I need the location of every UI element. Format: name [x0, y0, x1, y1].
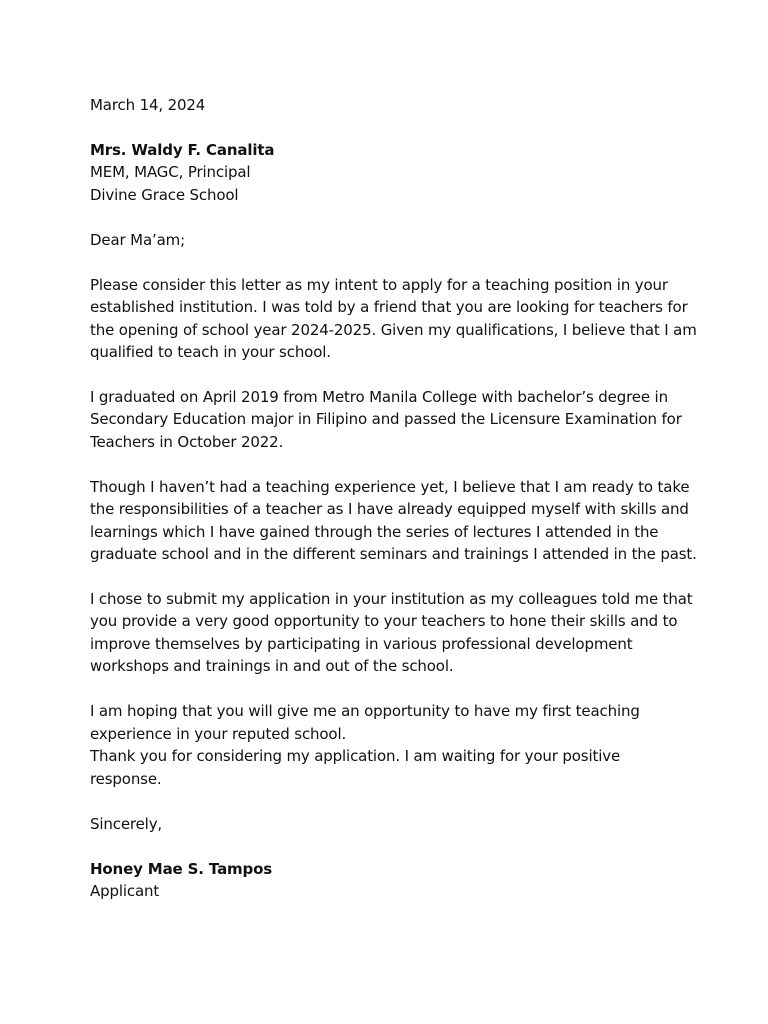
- recipient-title: MEM, MAGC, Principal: [90, 163, 251, 182]
- spacer: [90, 453, 690, 476]
- paragraph-line: workshops and trainings in and out of the school.: [90, 657, 454, 676]
- signature-block: [90, 858, 690, 903]
- spacer: [90, 251, 690, 274]
- paragraph-line: the opening of school year 2024-2025. Given my qualifications, I believe that I am: [90, 320, 697, 339]
- paragraph-line: Teachers in October 2022.: [90, 432, 284, 451]
- paragraph-line: improve themselves by participating in various professional development: [90, 634, 633, 653]
- signature-role: Applicant: [90, 881, 160, 900]
- closing: Sincerely,: [90, 814, 163, 833]
- letter-date: March 14, 2024: [90, 96, 206, 114]
- paragraph-line: Secondary Education major in Filipino and passed the Licensure Examination for: [90, 410, 682, 429]
- spacer: [90, 790, 690, 813]
- paragraph-line: Please consider this letter as my intent to apply for a teaching position in your: [90, 275, 668, 294]
- spacer: [90, 835, 690, 858]
- body-paragraph-1: [90, 274, 697, 364]
- body-paragraph-4: [90, 588, 693, 678]
- paragraph-line: Thank you for considering my application. I am waiting for your positive: [90, 747, 621, 766]
- spacer: [90, 565, 690, 588]
- recipient-school: Divine Grace School: [90, 185, 239, 204]
- paragraph-line: the responsibilities of a teacher as I have already equipped myself with skills and: [90, 500, 689, 519]
- paragraph-line: you provide a very good opportunity to your teachers to hone their skills and to: [90, 612, 678, 631]
- body-paragraph-3: [90, 476, 697, 566]
- spacer: [90, 116, 690, 139]
- paragraph-line: Though I haven’t had a teaching experience yet, I believe that I am ready to take: [90, 477, 690, 496]
- body-paragraph-5: [90, 700, 690, 790]
- salutation: Dear Ma’am;: [90, 230, 186, 249]
- paragraph-line: I chose to submit my application in your institution as my colleagues told me that: [90, 590, 693, 609]
- paragraph-line: I graduated on April 2019 from Metro Manila College with bachelor’s degree in: [90, 388, 668, 407]
- recipient-name: Mrs. Waldy F. Canalita: [90, 141, 275, 159]
- paragraph-line: experience in your reputed school.: [90, 724, 347, 743]
- signature-name: Honey Mae S. Tampos: [90, 859, 273, 878]
- recipient-block: [90, 139, 690, 206]
- spacer: [90, 678, 690, 701]
- paragraph-line: learnings which I have gained through the series of lectures I attended in the: [90, 522, 659, 541]
- spacer: [90, 206, 690, 229]
- paragraph-line: I am hoping that you will give me an opportunity to have my first teaching: [90, 702, 640, 721]
- body-paragraph-2: [90, 386, 690, 453]
- paragraph-line: qualified to teach in your school.: [90, 343, 331, 362]
- application-letter: [90, 94, 697, 902]
- paragraph-line: graduate school and in the different seminars and trainings I attended in the past.: [90, 545, 697, 564]
- spacer: [90, 363, 690, 386]
- paragraph-line: established institution. I was told by a friend that you are looking for teachers for: [90, 298, 688, 317]
- paragraph-line: response.: [90, 769, 162, 788]
